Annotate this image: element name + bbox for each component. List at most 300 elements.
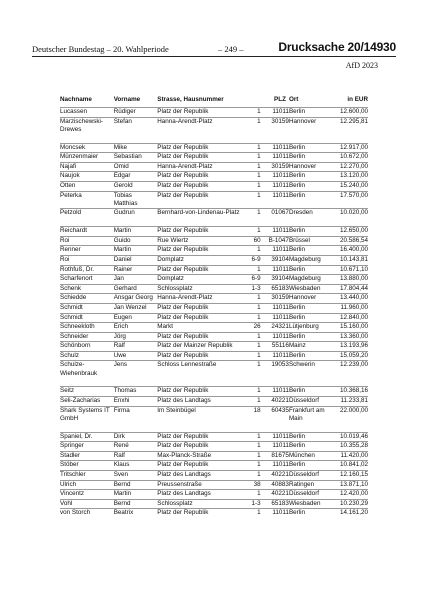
cell-vorname: Ralf xyxy=(114,451,158,461)
cell-nachname: Marzischewski-Drewes xyxy=(60,117,114,134)
cell-strasse: Platz der Republik xyxy=(157,432,242,442)
cell-betrag: 17.570,00 xyxy=(329,191,368,208)
cell-plz: 11011 xyxy=(261,181,289,191)
cell-hausnummer: 1 xyxy=(242,227,260,237)
cell-vorname: Enxhi xyxy=(114,397,158,407)
cell-nachname: Schneider xyxy=(60,332,114,342)
donations-table xyxy=(60,96,368,518)
cell-plz: 11011 xyxy=(261,351,289,361)
cell-plz: 11011 xyxy=(261,265,289,275)
cell-plz: 40221 xyxy=(261,397,289,407)
column-header-strasse: Strasse, Hausnummer xyxy=(157,96,224,103)
cell-nachname: Rothfuß, Dr. xyxy=(60,265,114,275)
table-row xyxy=(60,432,368,442)
cell-nachname: Stadler xyxy=(60,451,114,461)
cell-ort: Magdeburg xyxy=(289,275,330,285)
table-row xyxy=(60,265,368,275)
cell-hausnummer: 1 xyxy=(242,265,260,275)
cell-nachname: Petzold xyxy=(60,208,114,217)
cell-vorname: Eugen xyxy=(114,313,158,323)
cell-strasse: Domplatz xyxy=(157,275,242,285)
cell-nachname: Vincentz xyxy=(60,490,114,500)
cell-nachname: Lucassen xyxy=(60,108,114,118)
party-label: AfD 2023 xyxy=(345,61,378,70)
cell-vorname: Ansgar Georg xyxy=(114,294,158,304)
cell-strasse: Hanna-Arendt-Platz xyxy=(157,117,242,134)
cell-betrag: 20.586,54 xyxy=(329,236,368,246)
cell-nachname: Stöber xyxy=(60,461,114,471)
header-divider xyxy=(32,56,396,57)
cell-ort: Berlin xyxy=(289,172,330,182)
table-row xyxy=(60,490,368,500)
table-row xyxy=(60,153,368,163)
table-row xyxy=(60,313,368,323)
cell-betrag: 15.240,00 xyxy=(329,181,368,191)
cell-betrag: 10.020,00 xyxy=(329,208,368,217)
cell-ort: Berlin xyxy=(289,461,330,471)
cell-ort: Berlin xyxy=(289,432,330,442)
cell-hausnummer: 1 xyxy=(242,442,260,452)
spacer-cell xyxy=(60,218,368,227)
table-row xyxy=(60,275,368,285)
table-row xyxy=(60,143,368,153)
cell-strasse: Platz der Republik xyxy=(157,172,242,182)
cell-strasse: Schloss Lennestraße xyxy=(157,361,242,378)
cell-strasse: Bernhard-von-Lindenau-Platz xyxy=(157,208,242,217)
cell-ort: Düsseldorf xyxy=(289,397,330,407)
cell-strasse: Platz der Republik xyxy=(157,108,242,118)
table-row xyxy=(60,108,368,118)
cell-vorname: Edgar xyxy=(114,172,158,182)
cell-nachname: Vohl xyxy=(60,499,114,509)
cell-ort: München xyxy=(289,451,330,461)
cell-nachname: Shark Systems IT GmbH xyxy=(60,406,114,423)
table-row xyxy=(60,255,368,265)
cell-ort: Berlin xyxy=(289,313,330,323)
table-row xyxy=(60,361,368,378)
cell-nachname: Seli-Zacharias xyxy=(60,397,114,407)
cell-nachname: Moncsek xyxy=(60,143,114,153)
cell-hausnummer: 18 xyxy=(242,406,260,423)
cell-strasse: Im Steinbügel xyxy=(157,406,242,423)
cell-strasse: Platz der Republik xyxy=(157,143,242,153)
cell-hausnummer: 1 xyxy=(242,432,260,442)
cell-plz: 39104 xyxy=(261,275,289,285)
cell-betrag: 14.161,20 xyxy=(329,509,368,518)
table-row xyxy=(60,442,368,452)
cell-hausnummer: 1 xyxy=(242,246,260,256)
spacer-cell xyxy=(60,423,368,432)
cell-ort: Berlin xyxy=(289,153,330,163)
cell-hausnummer: 26 xyxy=(242,323,260,333)
cell-hausnummer: 1 xyxy=(242,313,260,323)
cell-vorname: Sven xyxy=(114,471,158,481)
cell-nachname: von Storch xyxy=(60,509,114,518)
cell-ort: Hannover xyxy=(289,294,330,304)
cell-ort: Frankfurt am Main xyxy=(289,406,330,423)
cell-betrag: 11.960,00 xyxy=(329,303,368,313)
cell-strasse: Platz der Mainzer Republik xyxy=(157,342,242,352)
table-row xyxy=(60,303,368,313)
cell-hausnummer: 1 xyxy=(242,471,260,481)
cell-vorname: Gerold xyxy=(114,181,158,191)
cell-hausnummer: 1 xyxy=(242,397,260,407)
cell-nachname: Schulz xyxy=(60,351,114,361)
cell-hausnummer: 1 xyxy=(242,294,260,304)
cell-hausnummer: 1 xyxy=(242,162,260,172)
cell-hausnummer: 1-3 xyxy=(242,284,260,294)
cell-hausnummer: 6-9 xyxy=(242,275,260,285)
cell-betrag: 11.420,00 xyxy=(329,451,368,461)
table-row xyxy=(60,181,368,191)
table-row xyxy=(60,387,368,397)
table-row xyxy=(60,499,368,509)
cell-vorname: Gudrun xyxy=(114,208,158,217)
table-row xyxy=(60,284,368,294)
cell-strasse: Preussenstraße xyxy=(157,480,242,490)
cell-vorname: Thomas xyxy=(114,387,158,397)
cell-ort: Berlin xyxy=(289,351,330,361)
cell-vorname: Bernd xyxy=(114,480,158,490)
cell-betrag: 12.840,00 xyxy=(329,313,368,323)
cell-betrag: 22.000,00 xyxy=(329,406,368,423)
cell-ort: Berlin xyxy=(289,191,330,208)
cell-nachname: Schmidt xyxy=(60,313,114,323)
cell-hausnummer: 1 xyxy=(242,451,260,461)
cell-betrag: 12.270,00 xyxy=(329,162,368,172)
cell-hausnummer: 1 xyxy=(242,490,260,500)
table-row xyxy=(60,236,368,246)
cell-plz: 11011 xyxy=(261,313,289,323)
cell-nachname: Münzenmaier xyxy=(60,153,114,163)
cell-ort: Berlin xyxy=(289,265,330,275)
cell-strasse: Platz der Republik xyxy=(157,265,242,275)
table-row xyxy=(60,351,368,361)
cell-hausnummer: 1 xyxy=(242,303,260,313)
cell-betrag: 12.420,00 xyxy=(329,490,368,500)
table-row xyxy=(60,397,368,407)
cell-betrag: 10.841,02 xyxy=(329,461,368,471)
cell-strasse: Markt xyxy=(157,323,242,333)
cell-betrag: 12.295,81 xyxy=(329,117,368,134)
cell-strasse: Platz der Republik xyxy=(157,181,242,191)
cell-betrag: 13.871,10 xyxy=(329,480,368,490)
cell-nachname: Tritschler xyxy=(60,471,114,481)
spacer-cell xyxy=(60,378,368,387)
cell-ort: Berlin xyxy=(289,387,330,397)
column-header-ort: Ort xyxy=(288,96,299,103)
table-row xyxy=(60,162,368,172)
cell-strasse: Platz der Republik xyxy=(157,227,242,237)
table-row xyxy=(60,332,368,342)
cell-betrag: 11.233,81 xyxy=(329,397,368,407)
cell-vorname: Daniel xyxy=(114,255,158,265)
cell-ort: Wiesbaden xyxy=(289,284,330,294)
cell-vorname: Jan xyxy=(114,275,158,285)
cell-plz: 11011 xyxy=(261,108,289,118)
header-title: Deutscher Bundestag – 20. Wahlperiode xyxy=(32,44,169,54)
cell-ort: Berlin xyxy=(289,246,330,256)
cell-hausnummer: 1 xyxy=(242,153,260,163)
cell-nachname: Schönborn xyxy=(60,342,114,352)
cell-hausnummer: 1-3 xyxy=(242,499,260,509)
cell-plz: 11011 xyxy=(261,172,289,182)
cell-hausnummer: 1 xyxy=(242,191,260,208)
table-row xyxy=(60,294,368,304)
cell-strasse: Platz der Republik xyxy=(157,442,242,452)
cell-vorname: Klaus xyxy=(114,461,158,471)
cell-vorname: Gerhard xyxy=(114,284,158,294)
cell-hausnummer: 1 xyxy=(242,181,260,191)
column-header-plz: PLZ xyxy=(274,96,286,103)
cell-hausnummer: 1 xyxy=(242,509,260,518)
cell-vorname: Jörg xyxy=(114,332,158,342)
cell-nachname: Schmidt xyxy=(60,303,114,313)
table-row xyxy=(60,323,368,333)
cell-ort: Düsseldorf xyxy=(289,490,330,500)
table-row xyxy=(60,191,368,208)
cell-hausnummer: 1 xyxy=(242,208,260,217)
cell-nachname: Schenk xyxy=(60,284,114,294)
cell-ort: Brüssel xyxy=(289,236,330,246)
spacer-cell xyxy=(60,134,368,143)
cell-strasse: Platz der Republik xyxy=(157,461,242,471)
cell-ort: Berlin xyxy=(289,332,330,342)
cell-betrag: 13.193,96 xyxy=(329,342,368,352)
cell-nachname: Schulze-Wiehenbrauk xyxy=(60,361,114,378)
cell-vorname: Dirk xyxy=(114,432,158,442)
cell-strasse: Platz des Landtags xyxy=(157,490,242,500)
cell-vorname: Sebastian xyxy=(114,153,158,163)
table-body xyxy=(60,108,368,519)
cell-strasse: Platz der Republik xyxy=(157,191,242,208)
cell-betrag: 12.600,00 xyxy=(329,108,368,118)
cell-nachname: Roi xyxy=(60,236,114,246)
cell-ort: Hannover xyxy=(289,117,330,134)
cell-vorname: Uwe xyxy=(114,351,158,361)
column-header-nr xyxy=(242,96,260,108)
cell-betrag: 13.360,00 xyxy=(329,332,368,342)
cell-ort: Ratingen xyxy=(289,480,330,490)
cell-vorname: Omid xyxy=(114,162,158,172)
cell-nachname: Otten xyxy=(60,181,114,191)
cell-hausnummer: 1 xyxy=(242,342,260,352)
column-header-eur: in EUR xyxy=(347,96,368,103)
cell-betrag: 16.400,00 xyxy=(329,246,368,256)
column-header-vorname: Vorname xyxy=(113,96,141,103)
cell-plz: 65183 xyxy=(261,284,289,294)
cell-ort: Berlin xyxy=(289,509,330,518)
cell-vorname: Rüdiger xyxy=(114,108,158,118)
cell-plz: 55116 xyxy=(261,342,289,352)
cell-ort: Düsseldorf xyxy=(289,471,330,481)
cell-ort: Schwerin xyxy=(289,361,330,378)
cell-strasse: Platz der Republik xyxy=(157,313,242,323)
cell-strasse: Domplatz xyxy=(157,255,242,265)
cell-ort: Berlin xyxy=(289,303,330,313)
cell-plz: 81675 xyxy=(261,451,289,461)
cell-vorname: René xyxy=(114,442,158,452)
cell-vorname: Firma xyxy=(114,406,158,423)
cell-ort: Berlin xyxy=(289,442,330,452)
cell-vorname: Beatrix xyxy=(114,509,158,518)
cell-vorname: Mike xyxy=(114,143,158,153)
cell-betrag: 13.120,00 xyxy=(329,172,368,182)
cell-nachname: Reichardt xyxy=(60,227,114,237)
cell-nachname: Springer xyxy=(60,442,114,452)
table-row xyxy=(60,509,368,518)
cell-betrag: 12.160,15 xyxy=(329,471,368,481)
cell-nachname: Scharfenort xyxy=(60,275,114,285)
cell-hausnummer: 1 xyxy=(242,117,260,134)
cell-plz: 19053 xyxy=(261,361,289,378)
column-header-nachname: Nachname xyxy=(60,96,92,103)
cell-plz: 24321 xyxy=(261,323,289,333)
cell-vorname: Rainer xyxy=(114,265,158,275)
page-number: – 249 – xyxy=(218,44,244,54)
cell-strasse: Platz des Landtags xyxy=(157,471,242,481)
cell-plz: 11011 xyxy=(261,442,289,452)
cell-vorname: Martin xyxy=(114,246,158,256)
cell-strasse: Platz des Landtags xyxy=(157,397,242,407)
cell-strasse: Platz der Republik xyxy=(157,303,242,313)
cell-hausnummer: 1 xyxy=(242,172,260,182)
cell-plz: 40883 xyxy=(261,480,289,490)
cell-nachname: Renner xyxy=(60,246,114,256)
cell-plz: 11011 xyxy=(261,509,289,518)
cell-ort: Lütjenburg xyxy=(289,323,330,333)
cell-strasse: Max-Planck-Straße xyxy=(157,451,242,461)
cell-betrag: 10.230,29 xyxy=(329,499,368,509)
cell-plz: 60435 xyxy=(261,406,289,423)
cell-strasse: Rue Wiertz xyxy=(157,236,242,246)
cell-strasse: Platz der Republik xyxy=(157,153,242,163)
cell-plz: 11011 xyxy=(261,153,289,163)
cell-ort: Hannover xyxy=(289,162,330,172)
cell-nachname: Schiedde xyxy=(60,294,114,304)
table-row xyxy=(60,208,368,217)
cell-strasse: Hanna-Arendt-Platz xyxy=(157,294,242,304)
table-row xyxy=(60,480,368,490)
cell-plz: 11011 xyxy=(261,432,289,442)
cell-plz: 11011 xyxy=(261,332,289,342)
cell-strasse: Schlossplatz xyxy=(157,499,242,509)
cell-strasse: Hanna-Arendt-Platz xyxy=(157,162,242,172)
cell-ort: Magdeburg xyxy=(289,255,330,265)
cell-betrag: 10.671,10 xyxy=(329,265,368,275)
cell-betrag: 13.440,00 xyxy=(329,294,368,304)
cell-plz: 11011 xyxy=(261,227,289,237)
table-row xyxy=(60,406,368,423)
cell-hausnummer: 60 xyxy=(242,236,260,246)
table-spacer-row xyxy=(60,218,368,227)
table-row xyxy=(60,342,368,352)
table-row xyxy=(60,451,368,461)
cell-ort: Berlin xyxy=(289,181,330,191)
cell-nachname: Seitz xyxy=(60,387,114,397)
cell-betrag: 12.239,00 xyxy=(329,361,368,378)
cell-hausnummer: 1 xyxy=(242,143,260,153)
table-row xyxy=(60,461,368,471)
cell-plz: B-1047 xyxy=(261,236,289,246)
cell-ort: Dresden xyxy=(289,208,330,217)
cell-strasse: Schlossplatz xyxy=(157,284,242,294)
cell-vorname: Martin xyxy=(114,227,158,237)
cell-vorname: Guido xyxy=(114,236,158,246)
cell-plz: 11011 xyxy=(261,387,289,397)
cell-hausnummer: 1 xyxy=(242,332,260,342)
cell-ort: Berlin xyxy=(289,227,330,237)
cell-strasse: Platz der Republik xyxy=(157,332,242,342)
cell-hausnummer: 1 xyxy=(242,387,260,397)
cell-ort: Mainz xyxy=(289,342,330,352)
cell-betrag: 10.672,00 xyxy=(329,153,368,163)
cell-betrag: 17.804,44 xyxy=(329,284,368,294)
cell-strasse: Platz der Republik xyxy=(157,509,242,518)
cell-plz: 40221 xyxy=(261,490,289,500)
cell-plz: 30159 xyxy=(261,162,289,172)
cell-vorname: Ralf xyxy=(114,342,158,352)
cell-nachname: Roi xyxy=(60,255,114,265)
cell-plz: 30159 xyxy=(261,294,289,304)
cell-plz: 40221 xyxy=(261,471,289,481)
cell-plz: 11011 xyxy=(261,303,289,313)
cell-ort: Berlin xyxy=(289,143,330,153)
cell-plz: 30159 xyxy=(261,117,289,134)
cell-betrag: 10.143,81 xyxy=(329,255,368,265)
cell-betrag: 10.019,46 xyxy=(329,432,368,442)
cell-betrag: 15.059,20 xyxy=(329,351,368,361)
cell-hausnummer: 1 xyxy=(242,461,260,471)
cell-hausnummer: 1 xyxy=(242,108,260,118)
cell-nachname: Schneekloth xyxy=(60,323,114,333)
table-row xyxy=(60,471,368,481)
cell-hausnummer: 6-9 xyxy=(242,255,260,265)
table-spacer-row xyxy=(60,378,368,387)
cell-plz: 11011 xyxy=(261,143,289,153)
table-spacer-row xyxy=(60,423,368,432)
cell-nachname: Peterka xyxy=(60,191,114,208)
cell-betrag: 13.880,00 xyxy=(329,275,368,285)
cell-vorname: Tobias Matthias xyxy=(114,191,158,208)
cell-nachname: Ulrich xyxy=(60,480,114,490)
table-row xyxy=(60,246,368,256)
cell-plz: 11011 xyxy=(261,191,289,208)
cell-strasse: Platz der Republik xyxy=(157,387,242,397)
document-number: Drucksache 20/14930 xyxy=(278,40,396,54)
cell-vorname: Stefan xyxy=(114,117,158,134)
cell-vorname: Erich xyxy=(114,323,158,333)
cell-plz: 65183 xyxy=(261,499,289,509)
cell-plz: 01067 xyxy=(261,208,289,217)
cell-vorname: Martin xyxy=(114,490,158,500)
cell-betrag: 10.355,28 xyxy=(329,442,368,452)
cell-hausnummer: 38 xyxy=(242,480,260,490)
cell-nachname: Naujok xyxy=(60,172,114,182)
cell-vorname: Bernd xyxy=(114,499,158,509)
table-spacer-row xyxy=(60,134,368,143)
cell-vorname: Jens xyxy=(114,361,158,378)
cell-strasse: Platz der Republik xyxy=(157,351,242,361)
cell-betrag: 10.368,16 xyxy=(329,387,368,397)
cell-vorname: Jan Wenzel xyxy=(114,303,158,313)
cell-strasse: Platz der Republik xyxy=(157,246,242,256)
cell-hausnummer: 1 xyxy=(242,351,260,361)
cell-betrag: 12.650,00 xyxy=(329,227,368,237)
table-row xyxy=(60,117,368,134)
table-row xyxy=(60,172,368,182)
table-row xyxy=(60,227,368,237)
